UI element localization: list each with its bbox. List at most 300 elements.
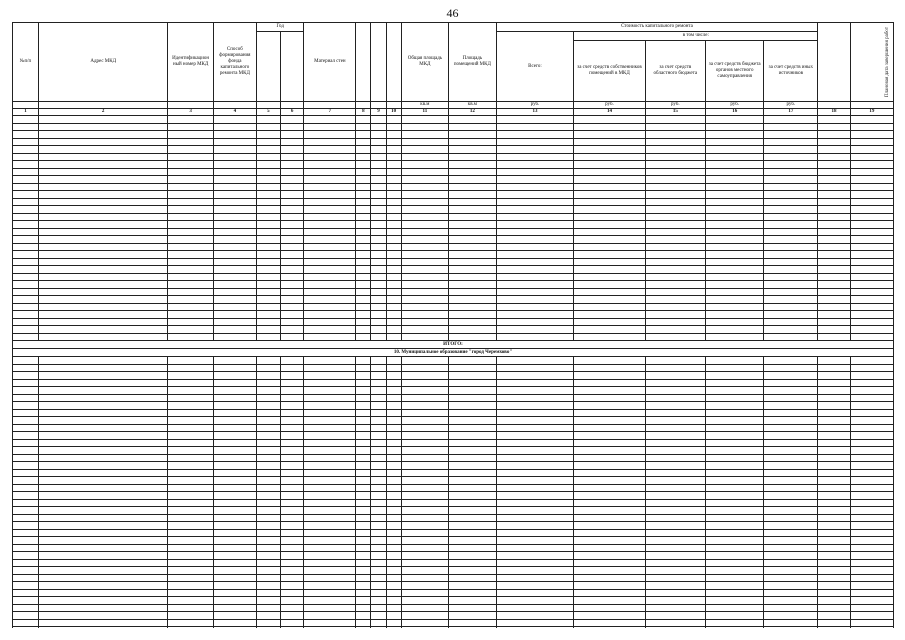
table-cell [38,582,168,590]
table-cell [449,213,497,221]
table-cell [356,206,371,214]
table-cell [764,161,818,169]
table-cell [213,258,256,266]
table-cell [213,492,256,500]
table-cell [371,333,386,341]
table-cell [38,627,168,629]
table-cell [449,303,497,311]
table-cell [371,424,386,432]
table-cell [850,168,893,176]
table-cell [356,597,371,605]
table-cell [449,311,497,319]
table-cell [496,183,574,191]
table-cell [280,619,304,627]
table-cell [386,123,401,131]
table-cell [818,492,850,500]
table-cell [304,318,356,326]
table-cell [386,161,401,169]
table-row [13,266,894,274]
table-cell [168,469,213,477]
table-cell [706,243,764,251]
table-cell [401,447,449,455]
table-cell [818,161,850,169]
table-cell [818,138,850,146]
table-cell [13,318,39,326]
table-cell [574,424,645,432]
table-cell [574,318,645,326]
table-cell [401,574,449,582]
table-cell [850,627,893,629]
table-cell [280,153,304,161]
table-cell [256,364,280,372]
table-cell [13,544,39,552]
table-cell [256,432,280,440]
column-number: 8 [356,109,371,116]
table-cell [280,206,304,214]
table-cell [764,537,818,545]
table-cell [371,469,386,477]
table-cell [574,333,645,341]
table-cell [574,567,645,575]
table-cell [850,191,893,199]
table-cell [371,544,386,552]
column-number: 2 [38,109,168,116]
header-cost-local: за счет средств бюджета органов местного самоуправления [706,41,764,102]
table-cell [449,236,497,244]
table-cell [356,258,371,266]
table-cell [496,499,574,507]
table-cell [371,206,386,214]
table-cell [256,507,280,515]
table-cell [496,454,574,462]
table-cell [706,161,764,169]
table-cell [574,619,645,627]
table-cell [401,559,449,567]
table-cell [256,153,280,161]
table-row [13,251,894,259]
table-cell [13,439,39,447]
table-cell [280,544,304,552]
table-cell [386,273,401,281]
table-cell [818,146,850,154]
table-cell [256,492,280,500]
table-cell [706,318,764,326]
table-cell [386,484,401,492]
table-cell [38,409,168,417]
table-cell [818,251,850,259]
table-cell [850,372,893,380]
table-cell [304,288,356,296]
table-cell [449,251,497,259]
table-cell [168,176,213,184]
table-cell [706,499,764,507]
table-cell [496,236,574,244]
table-cell [496,243,574,251]
table-cell [706,123,764,131]
table-cell [449,417,497,425]
table-row [13,402,894,410]
table-cell [256,258,280,266]
table-cell [850,318,893,326]
table-cell [496,492,574,500]
table-cell [280,597,304,605]
table-cell [764,206,818,214]
table-cell [371,176,386,184]
table-cell [13,357,39,365]
table-cell [280,258,304,266]
table-cell [304,537,356,545]
table-cell [706,153,764,161]
table-cell [168,153,213,161]
table-cell [280,221,304,229]
table-cell [496,273,574,281]
table-cell [764,522,818,530]
table-cell [645,153,705,161]
table-cell [13,333,39,341]
table-cell [168,559,213,567]
table-cell [496,176,574,184]
table-cell [764,574,818,582]
table-cell [449,379,497,387]
table-cell [706,213,764,221]
table-cell [574,552,645,560]
table-cell [168,266,213,274]
table-cell [356,372,371,380]
table-cell [764,432,818,440]
table-cell [496,288,574,296]
table-cell [356,432,371,440]
table-cell [496,364,574,372]
table-cell [496,168,574,176]
table-cell [256,627,280,629]
table-cell [280,228,304,236]
table-cell [818,574,850,582]
table-cell [304,372,356,380]
table-cell [213,582,256,590]
table-cell [256,574,280,582]
table-cell [304,228,356,236]
table-cell [256,567,280,575]
table-cell [168,567,213,575]
table-cell [168,288,213,296]
table-cell [496,213,574,221]
table-cell [818,176,850,184]
table-cell [386,582,401,590]
table-cell [449,544,497,552]
table-cell [280,484,304,492]
table-cell [386,176,401,184]
table-cell [213,168,256,176]
table-cell [645,138,705,146]
table-cell [574,288,645,296]
table-cell [38,191,168,199]
table-cell [371,447,386,455]
table-cell [168,582,213,590]
table-cell [213,574,256,582]
table-cell [304,402,356,410]
table-row [13,364,894,372]
table-cell [496,507,574,515]
table-cell [13,288,39,296]
table-cell [13,303,39,311]
table-cell [449,514,497,522]
table-cell [449,462,497,470]
table-cell [371,236,386,244]
table-cell [401,604,449,612]
table-cell [13,387,39,395]
table-cell [256,522,280,530]
table-cell [496,544,574,552]
header-year-built [256,32,280,102]
table-cell [496,198,574,206]
table-cell [386,589,401,597]
table-cell [356,387,371,395]
table-cell [449,123,497,131]
table-cell [168,123,213,131]
table-cell [645,552,705,560]
table-cell [213,454,256,462]
table-cell [38,258,168,266]
table-cell [280,303,304,311]
table-cell [213,116,256,124]
header-id: Идентификацион ный номер МКД [168,23,213,102]
table-cell [764,597,818,605]
table-cell [645,424,705,432]
table-cell [645,213,705,221]
table-cell [764,462,818,470]
table-cell [850,469,893,477]
table-cell [280,582,304,590]
table-cell [574,183,645,191]
table-cell [356,394,371,402]
table-cell [256,266,280,274]
table-cell [818,333,850,341]
table-cell [256,221,280,229]
table-cell [818,447,850,455]
table-cell [574,191,645,199]
table-cell [213,507,256,515]
table-cell [386,507,401,515]
table-cell [496,326,574,334]
table-cell [256,552,280,560]
table-cell [818,597,850,605]
table-row [13,514,894,522]
table-cell [764,627,818,629]
column-number: 7 [304,109,356,116]
table-cell [13,213,39,221]
table-row [13,409,894,417]
table-cell [496,394,574,402]
table-cell [38,296,168,304]
table-cell [356,574,371,582]
table-cell [213,462,256,470]
table-cell [371,432,386,440]
table-cell [38,462,168,470]
table-cell [764,258,818,266]
column-number: 19 [850,109,893,116]
table-cell [280,604,304,612]
table-cell [449,161,497,169]
table-cell [386,574,401,582]
table-cell [13,477,39,485]
table-cell [168,198,213,206]
table-cell [356,146,371,154]
table-cell [304,303,356,311]
table-cell [706,394,764,402]
table-cell [168,387,213,395]
table-cell [386,559,401,567]
table-cell [574,161,645,169]
table-cell [706,424,764,432]
table-cell [356,131,371,139]
table-cell [449,357,497,365]
table-cell [386,266,401,274]
table-cell [280,296,304,304]
table-cell [850,251,893,259]
table-cell [401,409,449,417]
table-cell [401,258,449,266]
table-row [13,206,894,214]
table-cell [574,402,645,410]
column-number: 15 [645,109,705,116]
table-cell [280,198,304,206]
table-cell [401,357,449,365]
table-cell [168,273,213,281]
table-cell [401,168,449,176]
table-cell [706,168,764,176]
table-cell [706,311,764,319]
table-cell [356,424,371,432]
table-cell [401,146,449,154]
table-cell [168,409,213,417]
table-cell [38,514,168,522]
header-total-area: Общая площадь МКД [401,23,449,102]
table-cell [213,589,256,597]
column-number: 18 [818,109,850,116]
table-cell [764,454,818,462]
table-cell [818,432,850,440]
table-cell [371,258,386,266]
table-cell [304,168,356,176]
table-cell [574,213,645,221]
table-cell [256,499,280,507]
table-cell [13,311,39,319]
table-cell [213,146,256,154]
table-cell [764,146,818,154]
table-cell [256,589,280,597]
table-cell [401,326,449,334]
table-cell [818,131,850,139]
table-cell [304,544,356,552]
table-cell [256,612,280,620]
table-cell [356,198,371,206]
header-cost-other: за счет средств иных источников [764,41,818,102]
table-cell [401,138,449,146]
table-cell [168,462,213,470]
table-cell [38,318,168,326]
table-cell [449,492,497,500]
table-cell [850,402,893,410]
table-cell [496,387,574,395]
table-cell [213,176,256,184]
table-cell [371,364,386,372]
table-cell [764,123,818,131]
table-cell [706,582,764,590]
column-number: 1 [13,109,39,116]
table-cell [280,409,304,417]
table-cell [818,228,850,236]
table-cell [449,318,497,326]
table-cell [38,417,168,425]
table-cell [356,604,371,612]
table-cell [371,243,386,251]
table-cell [496,462,574,470]
table-cell [213,619,256,627]
table-cell [645,567,705,575]
table-cell [645,439,705,447]
table-cell [280,176,304,184]
table-cell [645,206,705,214]
table-cell [645,281,705,289]
table-cell [401,213,449,221]
table-cell [818,522,850,530]
table-cell [706,454,764,462]
table-cell [764,273,818,281]
table-cell [496,131,574,139]
table-cell [496,409,574,417]
table-cell [386,619,401,627]
table-cell [356,529,371,537]
table-cell [449,627,497,629]
table-cell [371,529,386,537]
table-cell [280,559,304,567]
table-cell [356,552,371,560]
table-cell [371,522,386,530]
table-cell [401,372,449,380]
table-cell [386,597,401,605]
table-cell [764,183,818,191]
table-cell [371,281,386,289]
table-cell [256,424,280,432]
table-row [13,559,894,567]
table-cell [386,138,401,146]
header-cost-group: Стоимость капитального ремонта [496,23,818,32]
table-cell [280,447,304,455]
table-cell [645,604,705,612]
table-cell [818,288,850,296]
table-cell [356,379,371,387]
table-cell [645,484,705,492]
table-cell [401,589,449,597]
table-cell [371,619,386,627]
table-cell [401,123,449,131]
table-cell [401,582,449,590]
table-cell [496,582,574,590]
table-cell [213,123,256,131]
table-cell [706,191,764,199]
table-cell [850,357,893,365]
table-cell [386,206,401,214]
header-floors [356,23,371,102]
table-cell [401,477,449,485]
table-cell [371,559,386,567]
table-cell [168,612,213,620]
table-cell [13,604,39,612]
table-cell [213,439,256,447]
table-cell [706,372,764,380]
table-cell [304,499,356,507]
table-cell [496,484,574,492]
